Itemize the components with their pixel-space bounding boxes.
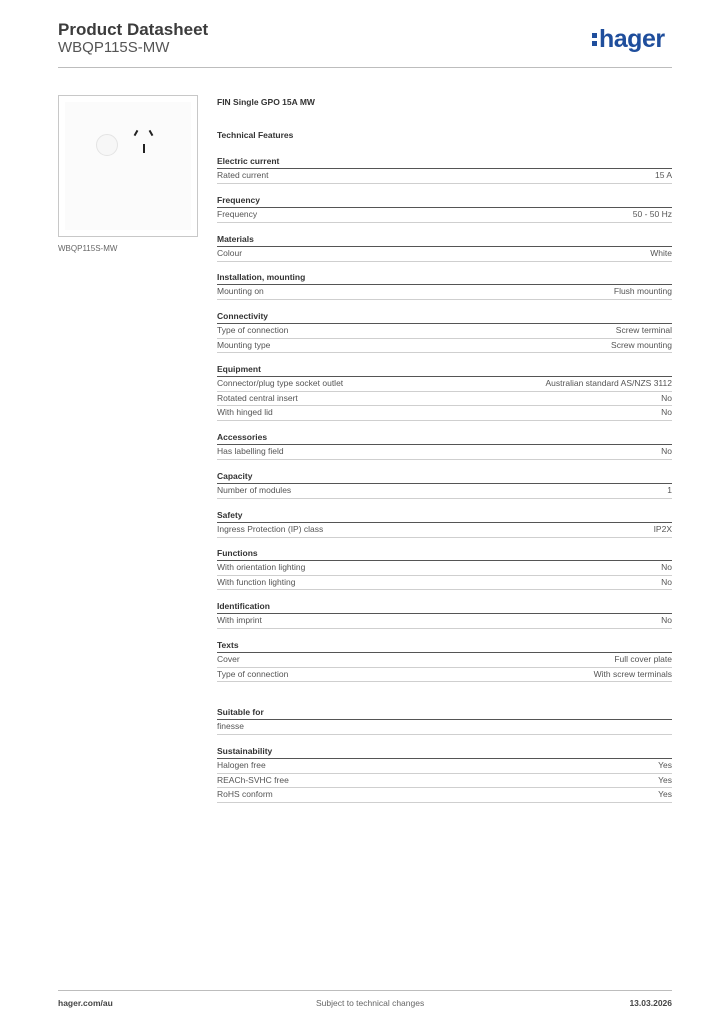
spec-row [217, 653, 672, 668]
socket-pin-icon [134, 130, 139, 136]
spec-row [217, 285, 672, 300]
spec-value: No [661, 446, 672, 456]
spec-value: No [661, 392, 672, 403]
header-divider [58, 67, 672, 68]
spec-row [217, 788, 672, 803]
spec-value: No [661, 562, 672, 572]
spec-label: REACh-SVHC free [217, 774, 289, 785]
spec-row [217, 523, 672, 538]
socket-plate-image [65, 102, 191, 230]
spec-label: Halogen free [217, 760, 266, 770]
spec-value: Yes [658, 760, 672, 770]
spec-value: No [661, 407, 672, 418]
spec-value: Flush mounting [613, 286, 672, 296]
spec-label: Type of connection [217, 325, 289, 335]
spec-value: Australian standard AS/NZS 3112 [545, 378, 672, 388]
spec-value: No [661, 576, 672, 587]
section-title: Safety [217, 509, 672, 523]
section-title: Electric current [217, 155, 672, 169]
spec-label: Ingress Protection (IP) class [217, 524, 324, 534]
spec-label: Connector/plug type socket outlet [217, 378, 344, 388]
spec-row [217, 576, 672, 591]
section-title: Materials [217, 233, 672, 247]
section-title: Texts [217, 639, 672, 653]
socket-pin-icon [149, 130, 154, 136]
spec-row [217, 614, 672, 629]
spec-row [217, 324, 672, 339]
section-title: Equipment [217, 363, 672, 377]
spec-label: Rated current [217, 170, 269, 180]
spec-value: White [650, 248, 672, 258]
product-image-caption: WBQP115S-MW [58, 244, 118, 253]
spec-value: IP2X [653, 524, 672, 534]
spec-value: With screw terminals [593, 668, 672, 679]
spec-row [217, 208, 672, 223]
section-title: Frequency [217, 194, 672, 208]
spec-value: No [661, 615, 672, 625]
spec-label: Mounting on [217, 286, 264, 296]
spec-value: Yes [658, 774, 672, 785]
section-title: Suitable for [217, 706, 672, 720]
spec-value: Screw mounting [611, 339, 672, 350]
section-title: Installation, mounting [217, 271, 672, 285]
spec-row [217, 759, 672, 774]
spec-value: Yes [658, 789, 672, 800]
section-title: Accessories [217, 431, 672, 445]
spec-row [217, 720, 672, 735]
spec-value: 50 - 50 Hz [632, 209, 672, 219]
spec-label: With function lighting [217, 576, 296, 587]
spec-label: Frequency [217, 209, 258, 219]
spec-label: RoHS conform [217, 789, 273, 800]
socket-earth-pin-icon [143, 144, 145, 153]
product-name: FIN Single GPO 15A MW [217, 97, 315, 107]
product-code: WBQP115S-MW [58, 39, 170, 56]
spec-row [217, 668, 672, 683]
page-title: Product Datasheet [58, 20, 209, 39]
spec-row [217, 169, 672, 184]
spec-label: Mounting type [217, 339, 271, 350]
spec-value: Full cover plate [614, 654, 672, 664]
section-title: Sustainability [217, 745, 672, 759]
switch-button-icon [96, 134, 118, 156]
footer-date: 13.03.2026 [629, 998, 672, 1008]
spec-label: Type of connection [217, 668, 289, 679]
spec-label: Rotated central insert [217, 392, 298, 403]
spec-label: Has labelling field [217, 446, 284, 456]
spec-row [217, 377, 672, 392]
section-title: Identification [217, 600, 672, 614]
section-title: Capacity [217, 470, 672, 484]
spec-row [217, 247, 672, 262]
logo-colon-icon [592, 29, 598, 49]
spec-value: 1 [667, 485, 672, 495]
spec-row [217, 484, 672, 499]
spec-row [217, 561, 672, 576]
spec-value: 15 A [654, 170, 672, 180]
spec-row [217, 406, 672, 421]
spec-label: finesse [217, 721, 244, 731]
footer-divider [58, 990, 672, 991]
spec-label: Colour [217, 248, 243, 258]
footer-website-link[interactable]: hager.com/au [58, 998, 113, 1008]
footer-notice: Subject to technical changes [316, 998, 425, 1008]
hager-logo [592, 27, 665, 52]
technical-features-heading: Technical Features [217, 130, 294, 140]
spec-label: With orientation lighting [217, 562, 306, 572]
logo-text: hager [599, 25, 665, 53]
spec-row [217, 392, 672, 407]
spec-row [217, 339, 672, 354]
spec-label: With hinged lid [217, 407, 273, 418]
spec-label: With imprint [217, 615, 262, 625]
section-title: Functions [217, 547, 672, 561]
spec-value: Screw terminal [615, 325, 672, 335]
spec-label: Number of modules [217, 485, 292, 495]
spec-row [217, 445, 672, 460]
product-image [58, 95, 198, 237]
spec-row [217, 774, 672, 789]
section-title: Connectivity [217, 310, 672, 324]
spec-label: Cover [217, 654, 240, 664]
